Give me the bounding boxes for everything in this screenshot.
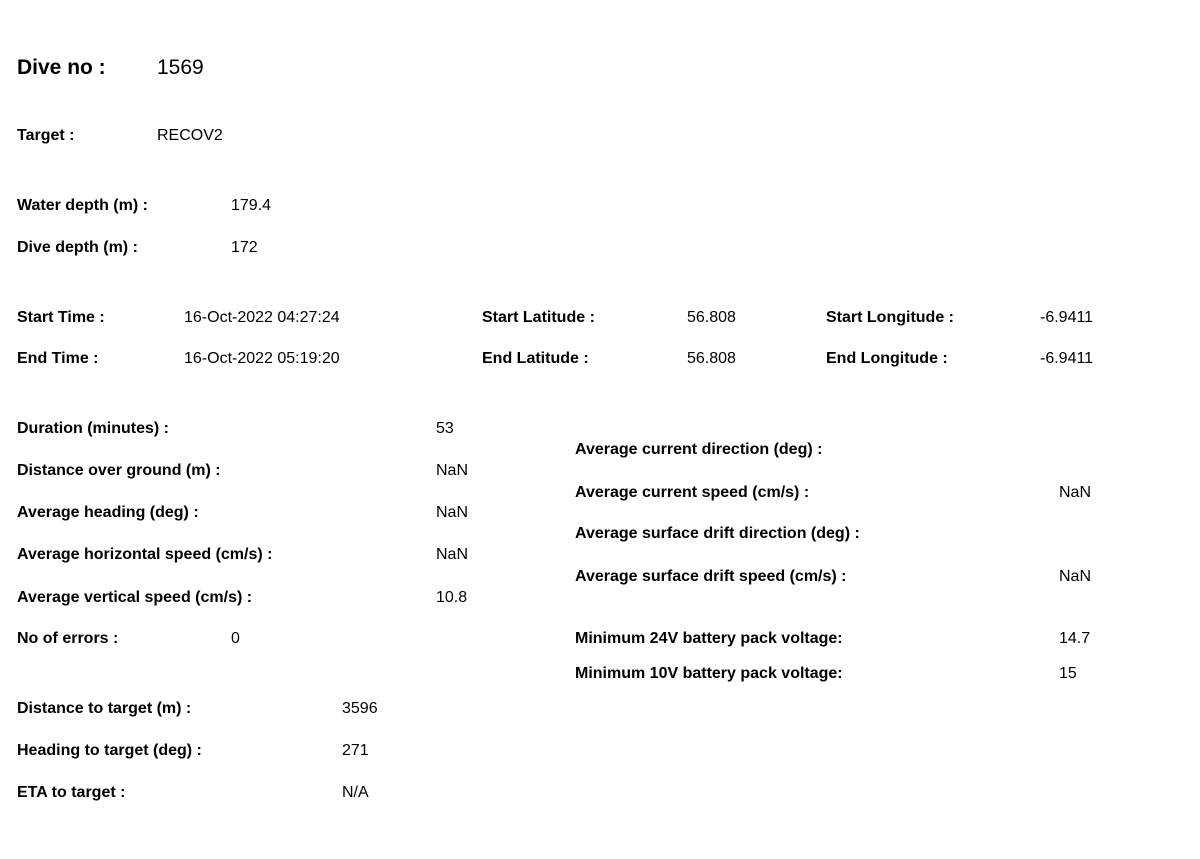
duration-value: 53 [436, 420, 454, 437]
dive-no-value: 1569 [157, 56, 204, 79]
current-speed-label: Average current speed (cm/s) : [575, 484, 810, 501]
duration-label: Duration (minutes) : [17, 420, 169, 437]
start-time-value: 16-Oct-2022 04:27:24 [184, 309, 340, 326]
heading-to-target-label: Heading to target (deg) : [17, 742, 202, 759]
end-time-label: End Time : [17, 350, 99, 367]
start-latitude-label: Start Latitude : [482, 309, 595, 326]
battery-10v-label: Minimum 10V battery pack voltage: [575, 665, 843, 682]
end-latitude-label: End Latitude : [482, 350, 589, 367]
average-heading-value: NaN [436, 504, 469, 521]
dive-depth-label: Dive depth (m) : [17, 239, 138, 256]
average-vertical-speed-label: Average vertical speed (cm/s) : [17, 589, 253, 606]
water-depth-label: Water depth (m) : [17, 197, 148, 214]
eta-to-target-label: ETA to target : [17, 784, 126, 801]
start-time-label: Start Time : [17, 309, 105, 326]
eta-to-target-value: N/A [342, 784, 369, 801]
distance-over-ground-value: NaN [436, 462, 469, 479]
battery-24v-value: 14.7 [1059, 630, 1091, 647]
distance-to-target-value: 3596 [342, 700, 378, 717]
heading-to-target-value: 271 [342, 742, 369, 759]
start-longitude-label: Start Longitude : [826, 309, 954, 326]
current-speed-value: NaN [1059, 484, 1092, 501]
errors-label: No of errors : [17, 630, 119, 647]
surface-drift-direction-label: Average surface drift direction (deg) : [575, 525, 860, 542]
start-longitude-value: -6.9411 [1040, 309, 1094, 326]
target-label: Target : [17, 127, 75, 144]
current-direction-label: Average current direction (deg) : [575, 441, 823, 458]
distance-to-target-label: Distance to target (m) : [17, 700, 192, 717]
target-value: RECOV2 [157, 127, 223, 144]
battery-24v-label: Minimum 24V battery pack voltage: [575, 630, 843, 647]
surface-drift-speed-label: Average surface drift speed (cm/s) : [575, 568, 847, 585]
end-time-value: 16-Oct-2022 05:19:20 [184, 350, 340, 367]
average-vertical-speed-value: 10.8 [436, 589, 468, 606]
distance-over-ground-label: Distance over ground (m) : [17, 462, 221, 479]
average-heading-label: Average heading (deg) : [17, 504, 199, 521]
start-latitude-value: 56.808 [687, 309, 736, 326]
surface-drift-speed-value: NaN [1059, 568, 1092, 585]
water-depth-value: 179.4 [231, 197, 272, 214]
errors-value: 0 [231, 630, 240, 647]
end-longitude-value: -6.9411 [1040, 350, 1094, 367]
end-longitude-label: End Longitude : [826, 350, 948, 367]
dive-depth-value: 172 [231, 239, 258, 256]
average-horizontal-speed-value: NaN [436, 546, 469, 563]
battery-10v-value: 15 [1059, 665, 1077, 682]
end-latitude-value: 56.808 [687, 350, 736, 367]
dive-no-label: Dive no : [17, 56, 106, 79]
average-horizontal-speed-label: Average horizontal speed (cm/s) : [17, 546, 273, 563]
